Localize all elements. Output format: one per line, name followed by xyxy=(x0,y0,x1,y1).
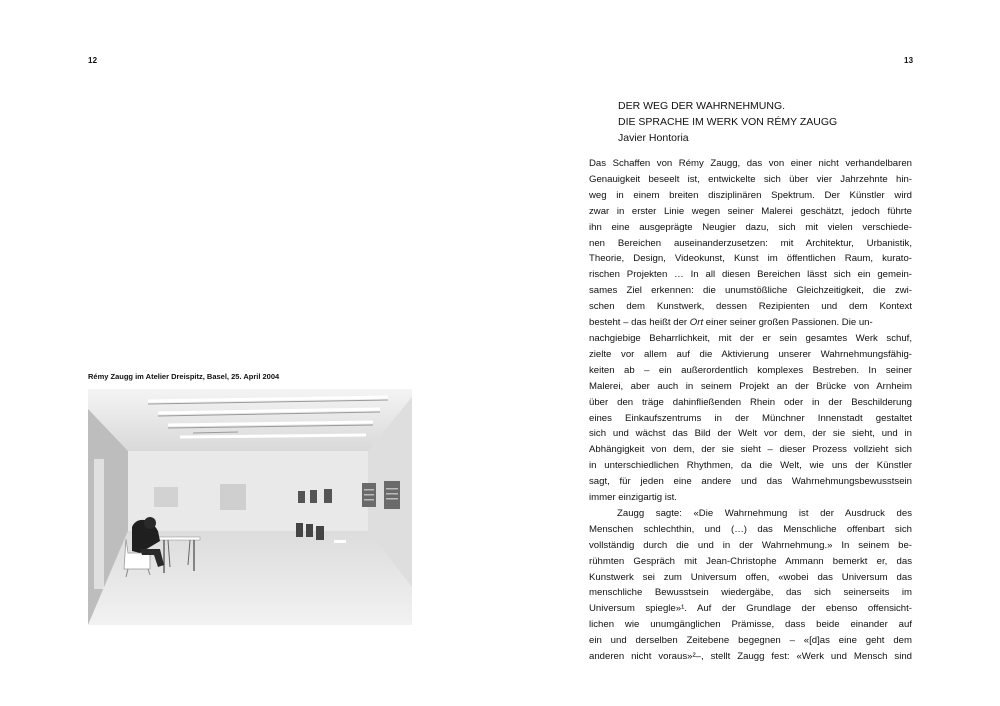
text-line: nen Bereichen auseinanderzusetzen: mit Architektur, Urbanistik, xyxy=(589,237,912,249)
text-line: in unterschiedlichen Rhythmen, da die Welt, wie uns der Künstler xyxy=(589,460,912,472)
text-line: sagt, für jeden eine andere und das Wahrnehmungsbewusstsein xyxy=(589,476,912,488)
figure-caption: Rémy Zaugg im Atelier Dreispitz, Basel, 25. April 2004 xyxy=(88,372,280,381)
text-line: zwar in erster Linie wegen seiner Malerei geschätzt, jedoch führte xyxy=(589,205,912,217)
text-line: rischen Projekten … In all diesen Bereichen lässt sich ein gemein- xyxy=(589,269,912,281)
text-line: über den träge dahinfließenden Rhein oder in der Beschilderung xyxy=(589,396,912,408)
text-line: ihn eine ausgeprägte Neugier dazu, sich mit vielen verschiede- xyxy=(589,221,912,233)
text-line-last: immer einzigartig ist. xyxy=(589,492,677,504)
page-number-right: 13 xyxy=(904,56,914,65)
article-body xyxy=(589,156,912,665)
text-line: weg in einem breiten disziplinären Spektrum. Der Künstler wird xyxy=(589,189,912,201)
gallery-photograph xyxy=(88,389,412,625)
text-line: nachgiebige Beharrlichkeit, mit der er sein gesamtes Werk schuf, xyxy=(589,332,912,344)
text-line: keiten ab – ein außerordentlich komplexes Bestreben. In seiner xyxy=(589,364,912,376)
text-line-indented: Zaugg sagte: «Die Wahrnehmung ist der Ausdruck des xyxy=(617,507,912,519)
text-line: ein und derselben Zeitebene begegnen – «[d]as eine geht dem xyxy=(589,635,912,647)
article-author: Javier Hontoria xyxy=(618,132,689,144)
text-line: schen dem Kunstwerk, dessen Rezipienten und dem Kontext xyxy=(589,301,912,313)
text-line: anderen nicht voraus»²–, stellt Zaugg fest: «Werk und Mensch sind xyxy=(589,651,912,663)
page-number-left: 12 xyxy=(88,56,98,65)
text-line: rühmten Gespräch mit Jean-Christophe Ammann bemerkt er, das xyxy=(589,555,912,567)
photo-illustration xyxy=(88,389,412,625)
text-line-with-emphasis xyxy=(589,315,912,331)
text-run: einer seiner großen Passionen. Die un- xyxy=(703,317,873,329)
text-line: sich und wächst das Bild der Welt vor dem, der sie sieht, und in xyxy=(589,428,912,440)
text-line: Universum spiegle»¹. Auf der Grundlage der ebenso offensicht- xyxy=(589,603,912,615)
text-line: lichen wie unumgänglichen Prämisse, dass beide einander auf xyxy=(589,619,912,631)
article-heading xyxy=(618,98,837,146)
text-line: eines Einkaufszentrums in der Münchner Innenstadt gestaltet xyxy=(589,412,912,424)
text-line: Theorie, Design, Videokunst, Kunst im öffentlichen Raum, kurato- xyxy=(589,253,912,265)
text-line: menschliche Bewusstsein wiedergäbe, das sich seinerseits im xyxy=(589,587,912,599)
article-title-line2: DIE SPRACHE IM WERK VON RÉMY ZAUGG xyxy=(618,116,838,128)
text-line: zielte vor allem auf die Aktivierung unserer Wahrnehmungsfähig- xyxy=(589,348,912,360)
text-line: Genauigkeit beseelt ist, entwickelte sich über vier Jahrzehnte hin- xyxy=(589,173,912,185)
emphasis-ort: Ort xyxy=(689,317,704,329)
text-line: Abhängigkeit von dem, der sie sieht – dieser Prozess vollzieht sich xyxy=(589,444,912,456)
text-line: Das Schaffen von Rémy Zaugg, das von einer nicht verhandelbaren xyxy=(589,158,912,169)
text-line: Kunstwerk sei zum Universum offen, «wobei das Universum das xyxy=(589,571,912,583)
text-line: Malerei, aber auch in seinem Projekt an der Brücke von Arnheim xyxy=(589,380,912,392)
text-run: besteht – das heißt der xyxy=(589,317,690,329)
text-line: vollständig durch die und in der Wahrnehmung.» In seinem be- xyxy=(589,539,912,551)
text-line: sames Ziel erkennen: die unumstößliche Gleichzeitigkeit, die zwi- xyxy=(589,285,912,297)
text-line: Menschen schlechthin, und (…) das Menschliche offenbart sich xyxy=(589,523,912,535)
article-title-line1: DER WEG DER WAHRNEHMUNG. xyxy=(618,100,786,112)
